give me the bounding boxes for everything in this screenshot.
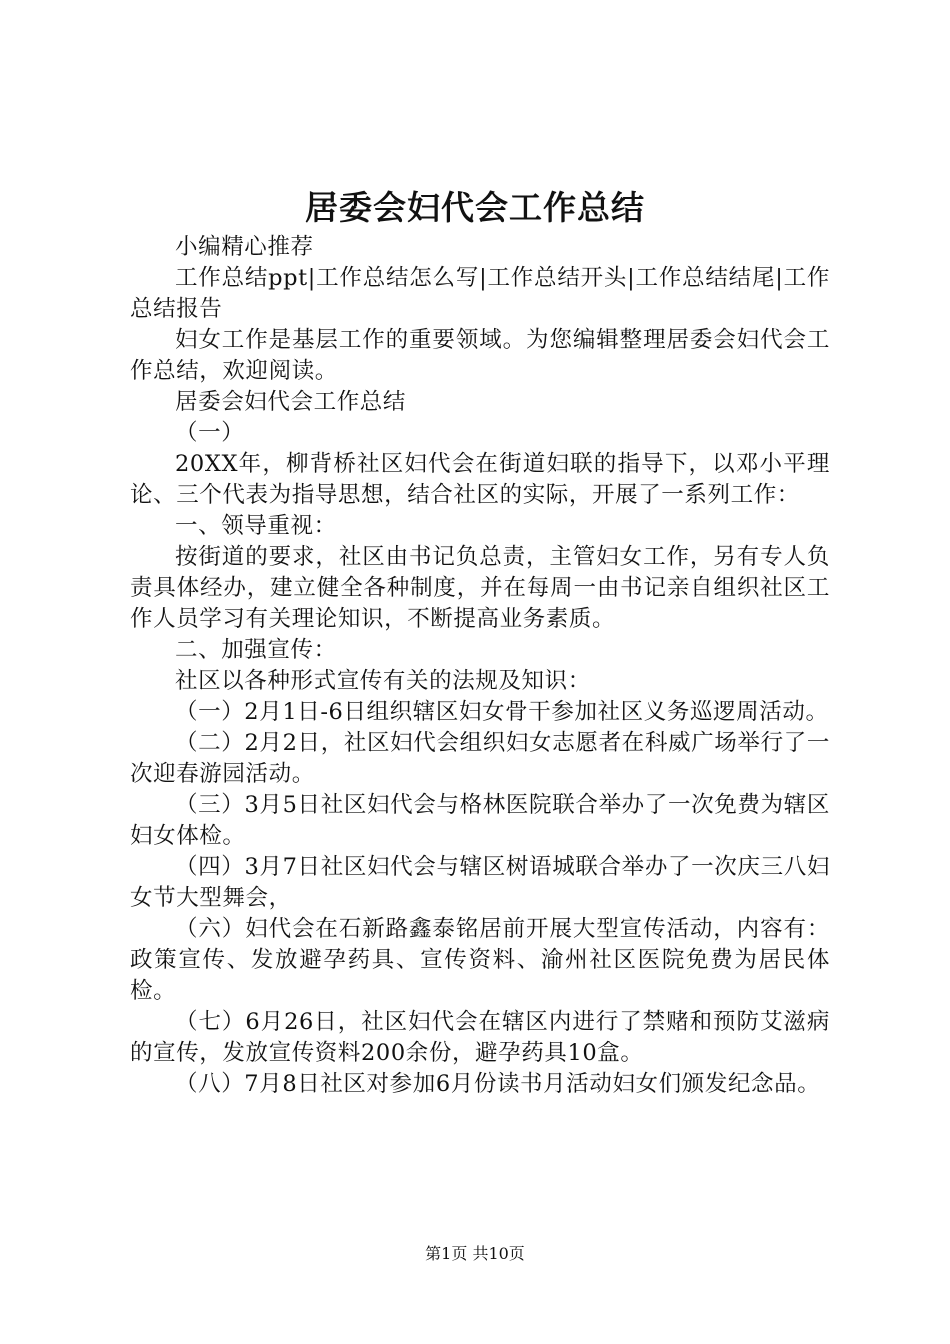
list-item: （七）6月26日，社区妇代会在辖区内进行了禁赌和预防艾滋病的宣传，发放宣传资料200余份，避孕药具10盒。 xyxy=(130,1009,830,1066)
paragraph-publicity: 社区以各种形式宣传有关的法规及知识： xyxy=(175,668,591,694)
paragraph-intro: 妇女工作是基层工作的重要领域。为您编辑整理居委会妇代会工作总结，欢迎阅读。 xyxy=(130,327,830,384)
paragraph-links: 工作总结ppt|工作总结怎么写|工作总结开头|工作总结结尾|工作总结报告 xyxy=(130,265,830,322)
heading-publicity: 二、加强宣传： xyxy=(175,637,337,663)
heading-leadership: 一、领导重视： xyxy=(175,513,337,539)
list-item: （四）3月7日社区妇代会与辖区树语城联合举办了一次庆三八妇女节大型舞会， xyxy=(130,854,830,911)
paragraph-section-one: （一） xyxy=(175,420,245,446)
paragraph-leadership: 按街道的要求，社区由书记负总责，主管妇女工作，另有专人负责具体经办，建立健全各种制度，并在每周一由书记亲自组织社区工作人员学习有关理论知识，不断提高业务素质。 xyxy=(130,544,830,632)
paragraph-overview: 20XX年，柳背桥社区妇代会在街道妇联的指导下，以邓小平理论、三个代表为指导思想，结合社区的实际，开展了一系列工作： xyxy=(130,451,830,508)
list-item: （三）3月5日社区妇代会与格林医院联合举办了一次免费为辖区妇女体检。 xyxy=(130,792,830,849)
list-item: （一）2月1日-6日组织辖区妇女骨干参加社区义务巡逻周活动。 xyxy=(175,699,829,725)
list-item: （八）7月8日社区对参加6月份读书月活动妇女们颁发纪念品。 xyxy=(175,1071,821,1097)
page-title: 居委会妇代会工作总结 xyxy=(305,188,645,227)
paragraph-recommend: 小编精心推荐 xyxy=(175,234,314,260)
page-footer: 第1页 共10页 xyxy=(425,1244,525,1263)
list-item: （六）妇代会在石新路鑫泰铭居前开展大型宣传活动，内容有：政策宣传、发放避孕药具、宣传资料、渝州社区医院免费为居民体检。 xyxy=(130,916,830,1004)
paragraph-subtitle: 居委会妇代会工作总结 xyxy=(175,389,407,415)
document-body xyxy=(130,232,830,1100)
list-item: （二）2月2日，社区妇代会组织妇女志愿者在科威广场举行了一次迎春游园活动。 xyxy=(130,730,830,787)
